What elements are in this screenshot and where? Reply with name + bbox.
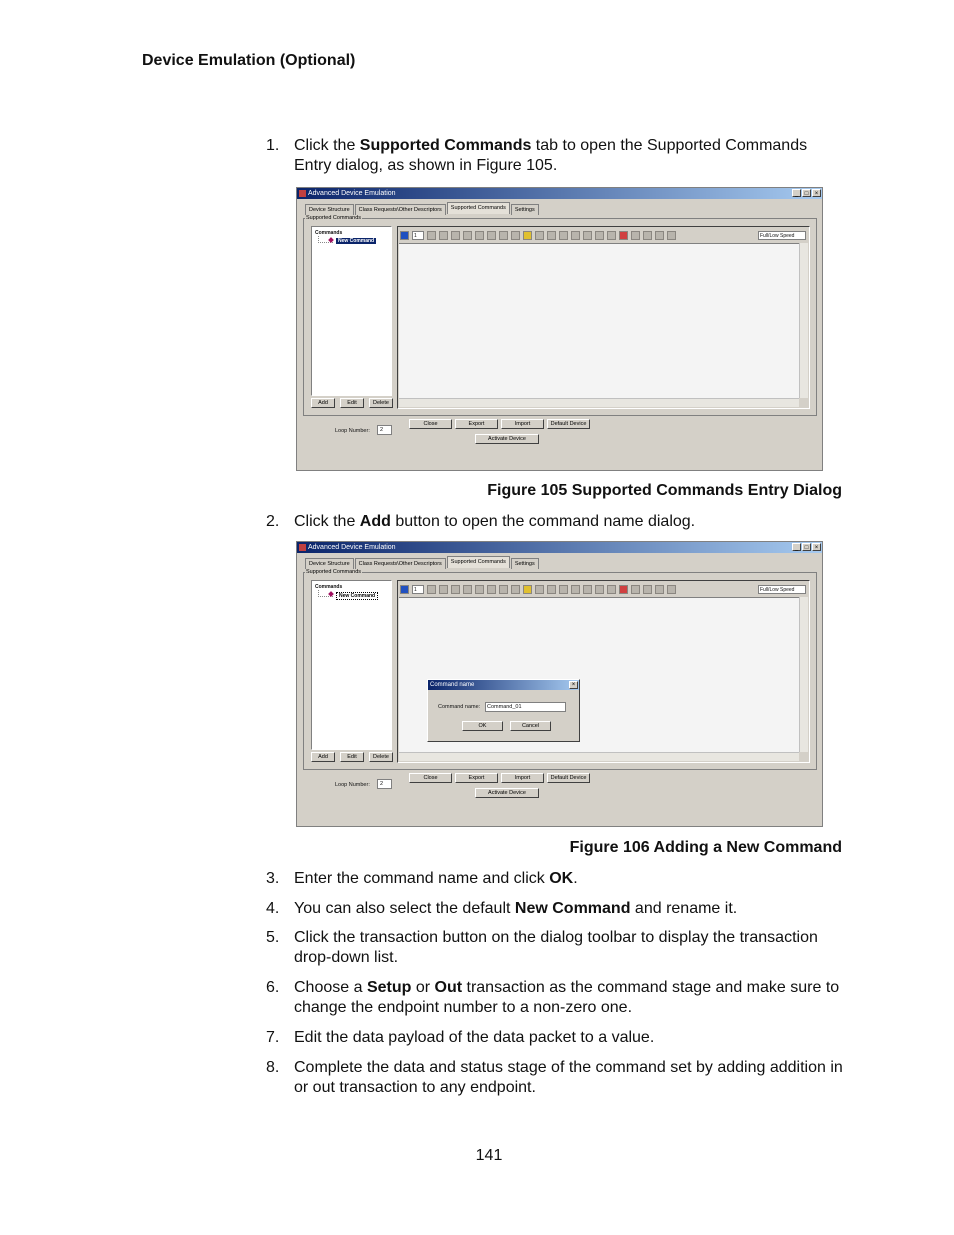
loop-number-input[interactable]: 2 [377, 425, 392, 435]
folder-icon[interactable] [535, 231, 544, 240]
forward-icon[interactable] [667, 585, 676, 594]
editor-toolbar [399, 582, 808, 596]
open-folder-icon[interactable] [547, 231, 556, 240]
editor-toolbar [399, 228, 808, 242]
edit-button[interactable]: Edit [340, 398, 364, 408]
trash-icon[interactable] [643, 231, 652, 240]
step-number: 2. [266, 513, 280, 530]
tools-icon[interactable] [571, 585, 580, 594]
ack-icon[interactable] [475, 585, 484, 594]
ack-icon[interactable] [475, 231, 484, 240]
screenshot-supported-commands [296, 187, 823, 471]
token-icon[interactable] [523, 585, 532, 594]
step-number: 8. [266, 1059, 280, 1076]
window-titlebar [297, 542, 822, 553]
activate-device-button[interactable]: Activate Device [475, 788, 539, 798]
figure-106-caption: Figure 106 Adding a New Command [569, 839, 842, 856]
horizontal-scrollbar[interactable] [399, 752, 799, 761]
tab-bar [305, 558, 540, 569]
in-icon[interactable] [451, 231, 460, 240]
save-icon[interactable] [559, 231, 568, 240]
step-number: 4. [266, 900, 280, 917]
maximize-button[interactable]: □ [802, 543, 811, 551]
add-button[interactable]: Add [311, 752, 335, 762]
trash-icon[interactable] [643, 585, 652, 594]
dialog-close-button[interactable]: × [569, 681, 578, 689]
tab-class-requests[interactable]: Class Requests\Other Descriptors [355, 558, 446, 569]
tab-settings[interactable]: Settings [511, 204, 539, 215]
add-button[interactable]: Add [311, 398, 335, 408]
window-titlebar [297, 188, 822, 199]
clipboard-icon[interactable] [631, 231, 640, 240]
minimize-button[interactable]: _ [792, 189, 801, 197]
close-dialog-button[interactable]: Close [409, 419, 452, 429]
tab-supported-commands[interactable]: Supported Commands [447, 556, 510, 568]
close-dialog-button[interactable]: Close [409, 773, 452, 783]
transaction-count-input[interactable]: 1 [412, 585, 424, 594]
step-text: Click the Supported Commands tab to open the Supported Commands Entry dialog, as shown in Figure 105. [294, 137, 808, 174]
out-icon[interactable] [463, 585, 472, 594]
dialog-titlebar [428, 680, 579, 690]
save-icon[interactable] [559, 585, 568, 594]
step-number: 7. [266, 1029, 280, 1046]
tree-item-new-command[interactable]: New Command [336, 592, 378, 600]
loop-number-label: Loop Number: [335, 428, 370, 434]
delete-button[interactable]: Delete [369, 398, 393, 408]
command-editor [397, 226, 810, 409]
step-text: Click the Add button to open the command name dialog. [294, 513, 696, 530]
back-icon[interactable] [655, 585, 664, 594]
default-device-button[interactable]: Default Device [547, 419, 590, 429]
close-button[interactable]: × [812, 543, 821, 551]
zoom-in-icon[interactable] [583, 585, 592, 594]
tools-icon[interactable] [571, 231, 580, 240]
export-button[interactable]: Export [455, 419, 498, 429]
window-title: Advanced Device Emulation [308, 190, 396, 197]
stall-icon[interactable] [499, 231, 508, 240]
open-folder-icon[interactable] [547, 585, 556, 594]
folder-icon[interactable] [535, 585, 544, 594]
zoom-in-icon[interactable] [583, 231, 592, 240]
step-number: 1. [266, 137, 280, 154]
error-icon[interactable] [619, 585, 628, 594]
step-text: Enter the command name and click OK. [294, 870, 578, 887]
step-text: Click the transaction button on the dialog toolbar to display the transaction drop-down list. [294, 929, 818, 966]
tab-bar [305, 204, 540, 215]
activate-device-button[interactable]: Activate Device [475, 434, 539, 444]
command-name-label: Command name: [438, 704, 481, 710]
editor-canvas[interactable] [399, 243, 799, 398]
up-down-icon[interactable] [427, 585, 436, 594]
step-text: Choose a Setup or Out transaction as the command stage and make sure to change the endpoint number to a non-zero one. [294, 979, 840, 1016]
app-icon [299, 544, 306, 551]
step-number: 6. [266, 979, 280, 996]
section-title: Device Emulation (Optional) [142, 52, 356, 69]
minimize-button[interactable]: _ [792, 543, 801, 551]
nak-icon[interactable] [487, 231, 496, 240]
setup-icon[interactable] [439, 585, 448, 594]
group-label: Supported Commands [306, 569, 362, 575]
group-label: Supported Commands [306, 215, 362, 221]
dialog-title: Command name [430, 682, 475, 688]
export-button[interactable]: Export [455, 773, 498, 783]
edit-button[interactable]: Edit [340, 752, 364, 762]
help-icon[interactable] [607, 231, 616, 240]
cancel-button[interactable]: Cancel [510, 721, 551, 731]
token-icon[interactable] [523, 231, 532, 240]
delete-button[interactable]: Delete [369, 752, 393, 762]
up-down-icon[interactable] [427, 231, 436, 240]
loop-number-label: Loop Number: [335, 782, 370, 788]
back-icon[interactable] [655, 231, 664, 240]
close-button[interactable]: × [812, 189, 821, 197]
wait-icon[interactable] [511, 231, 520, 240]
command-tree[interactable] [311, 226, 392, 396]
tab-supported-commands[interactable]: Supported Commands [447, 202, 510, 214]
tree-root[interactable]: Commands [315, 230, 343, 236]
transaction-count-input[interactable]: 1 [412, 231, 424, 240]
wait-icon[interactable] [511, 585, 520, 594]
zoom-out-icon[interactable] [595, 231, 604, 240]
default-device-button[interactable]: Default Device [547, 773, 590, 783]
page-number: 141 [475, 1147, 503, 1164]
tab-device-structure[interactable]: Device Structure [305, 204, 354, 215]
step-number: 3. [266, 870, 280, 887]
speed-select[interactable]: Full/Low Speed [758, 585, 806, 594]
add-transaction-icon[interactable] [400, 231, 409, 240]
screenshot-adding-command [296, 541, 823, 827]
vertical-scrollbar[interactable] [799, 243, 808, 398]
forward-icon[interactable] [667, 231, 676, 240]
in-icon[interactable] [451, 585, 460, 594]
import-button[interactable]: Import [501, 419, 544, 429]
ok-button[interactable]: OK [462, 721, 503, 731]
vertical-scrollbar[interactable] [799, 597, 808, 752]
add-transaction-icon[interactable] [400, 585, 409, 594]
tab-device-structure[interactable]: Device Structure [305, 558, 354, 569]
help-icon[interactable] [607, 585, 616, 594]
command-name-dialog [427, 679, 580, 742]
out-icon[interactable] [463, 231, 472, 240]
loop-number-input[interactable]: 2 [377, 779, 392, 789]
horizontal-scrollbar[interactable] [399, 398, 799, 407]
import-button[interactable]: Import [501, 773, 544, 783]
command-tree[interactable] [311, 580, 392, 750]
tab-class-requests[interactable]: Class Requests\Other Descriptors [355, 204, 446, 215]
nak-icon[interactable] [487, 585, 496, 594]
tree-root[interactable]: Commands [315, 584, 343, 590]
figure-105-caption: Figure 105 Supported Commands Entry Dialog [487, 482, 842, 499]
stall-icon[interactable] [499, 585, 508, 594]
step-number: 5. [266, 929, 280, 946]
maximize-button[interactable]: □ [802, 189, 811, 197]
tab-settings[interactable]: Settings [511, 558, 539, 569]
speed-select[interactable]: Full/Low Speed [758, 231, 806, 240]
tree-item-new-command[interactable]: New Command [338, 238, 375, 244]
error-icon[interactable] [619, 231, 628, 240]
step-text: Complete the data and status stage of the command set by adding addition in or out transaction to any endpoint. [294, 1059, 843, 1096]
window-title: Advanced Device Emulation [308, 544, 396, 551]
step-text: You can also select the default New Command and rename it. [294, 900, 738, 917]
step-text: Edit the data payload of the data packet to a value. [294, 1029, 655, 1046]
app-icon [299, 190, 306, 197]
clipboard-icon[interactable] [631, 585, 640, 594]
command-name-input[interactable]: Command_01 [485, 702, 566, 712]
setup-icon[interactable] [439, 231, 448, 240]
zoom-out-icon[interactable] [595, 585, 604, 594]
